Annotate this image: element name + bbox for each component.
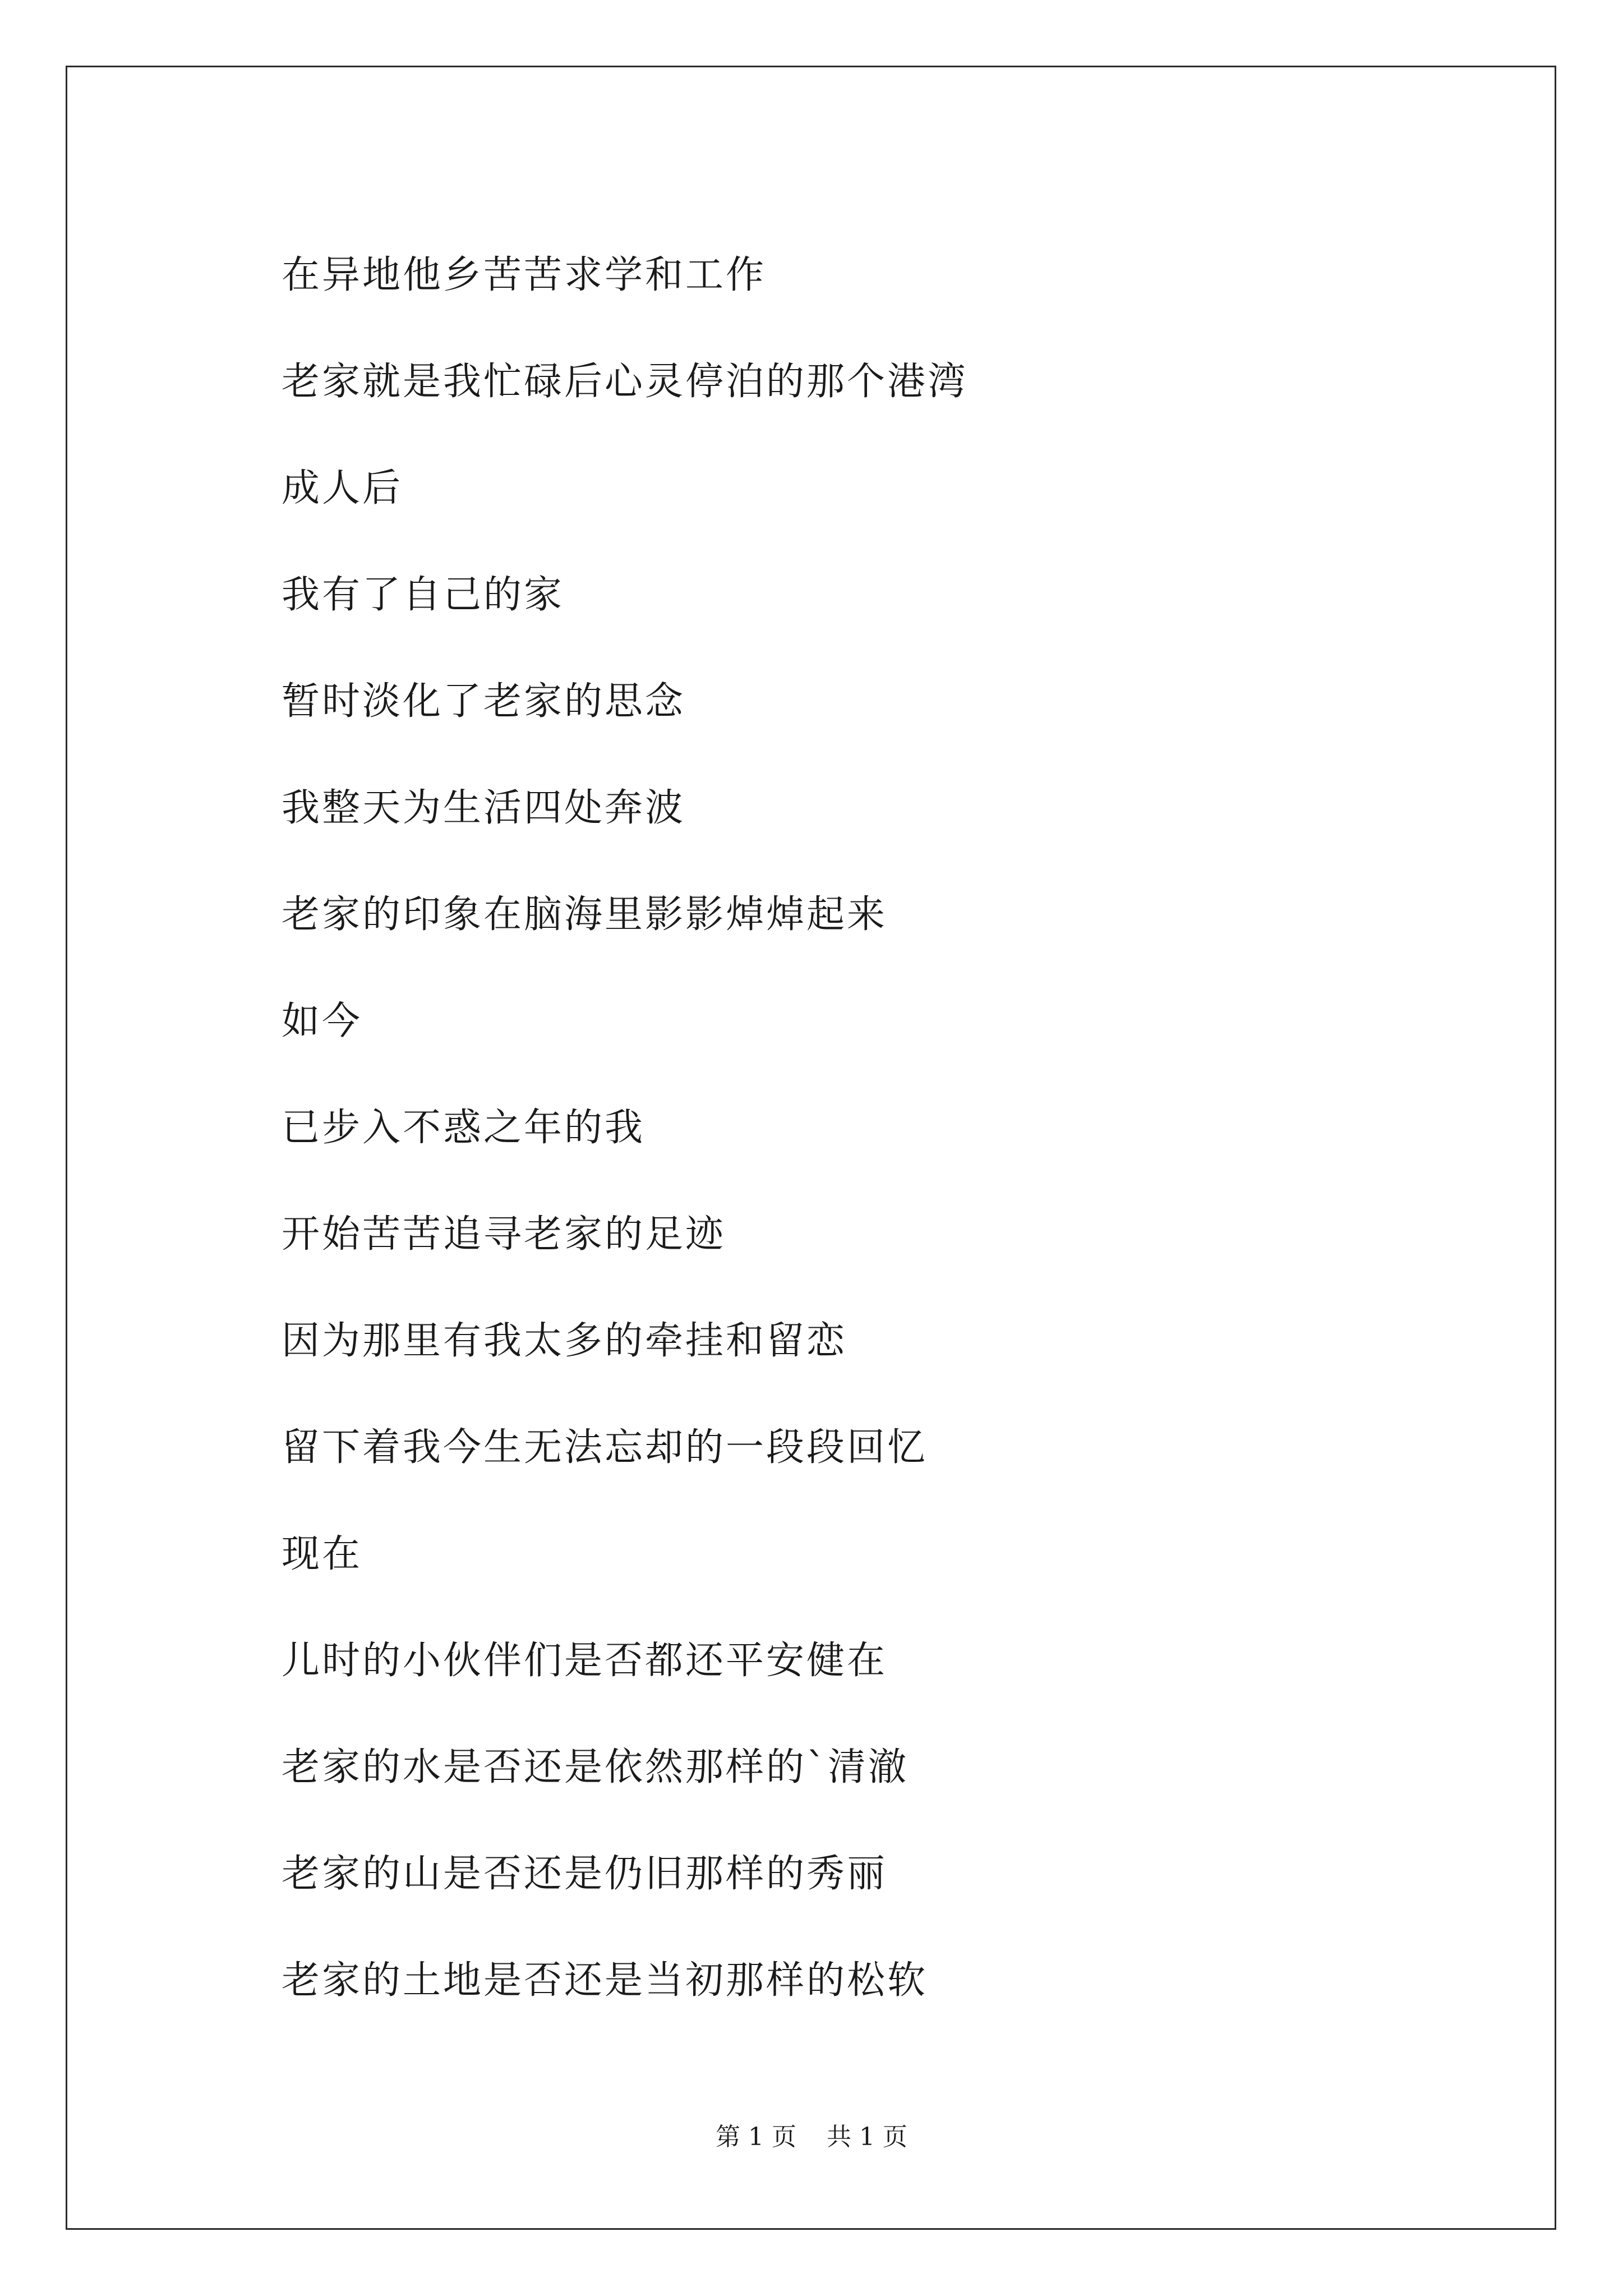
text-line: 因为那里有我太多的牵挂和留恋: [282, 1319, 847, 1363]
text-line: 老家的印象在脑海里影影焯焯起来: [282, 892, 888, 937]
text-line: 如今: [282, 999, 363, 1043]
page-number-total: 共 1 页: [827, 2123, 907, 2151]
text-line: 成人后: [282, 466, 403, 510]
text-line: 我整天为生活四处奔波: [282, 786, 686, 830]
text-line: 在异地他乡苦苦求学和工作: [282, 253, 767, 297]
text-line: 老家的水是否还是依然那样的`清澈: [282, 1745, 909, 1789]
text-line: 老家的山是否还是仍旧那样的秀丽: [282, 1852, 888, 1896]
page-number-current: 第 1 页: [716, 2123, 796, 2151]
text-line: 现在: [282, 1532, 363, 1576]
text-line: 我有了自己的家: [282, 573, 565, 617]
document-body: [282, 212, 1459, 2062]
text-line: 暂时淡化了老家的思念: [282, 679, 686, 724]
text-line: 老家就是我忙碌后心灵停泊的那个港湾: [282, 360, 969, 404]
text-line: 开始苦苦追寻老家的足迹: [282, 1212, 726, 1257]
text-line: 老家的土地是否还是当初那样的松软: [282, 1958, 928, 2003]
page-footer: [0, 2120, 1623, 2154]
text-line: 儿时的小伙伴们是否都还平安健在: [282, 1639, 888, 1683]
text-line: 留下着我今生无法忘却的一段段回忆: [282, 1425, 928, 1470]
text-line: 已步入不惑之年的我: [282, 1106, 645, 1150]
